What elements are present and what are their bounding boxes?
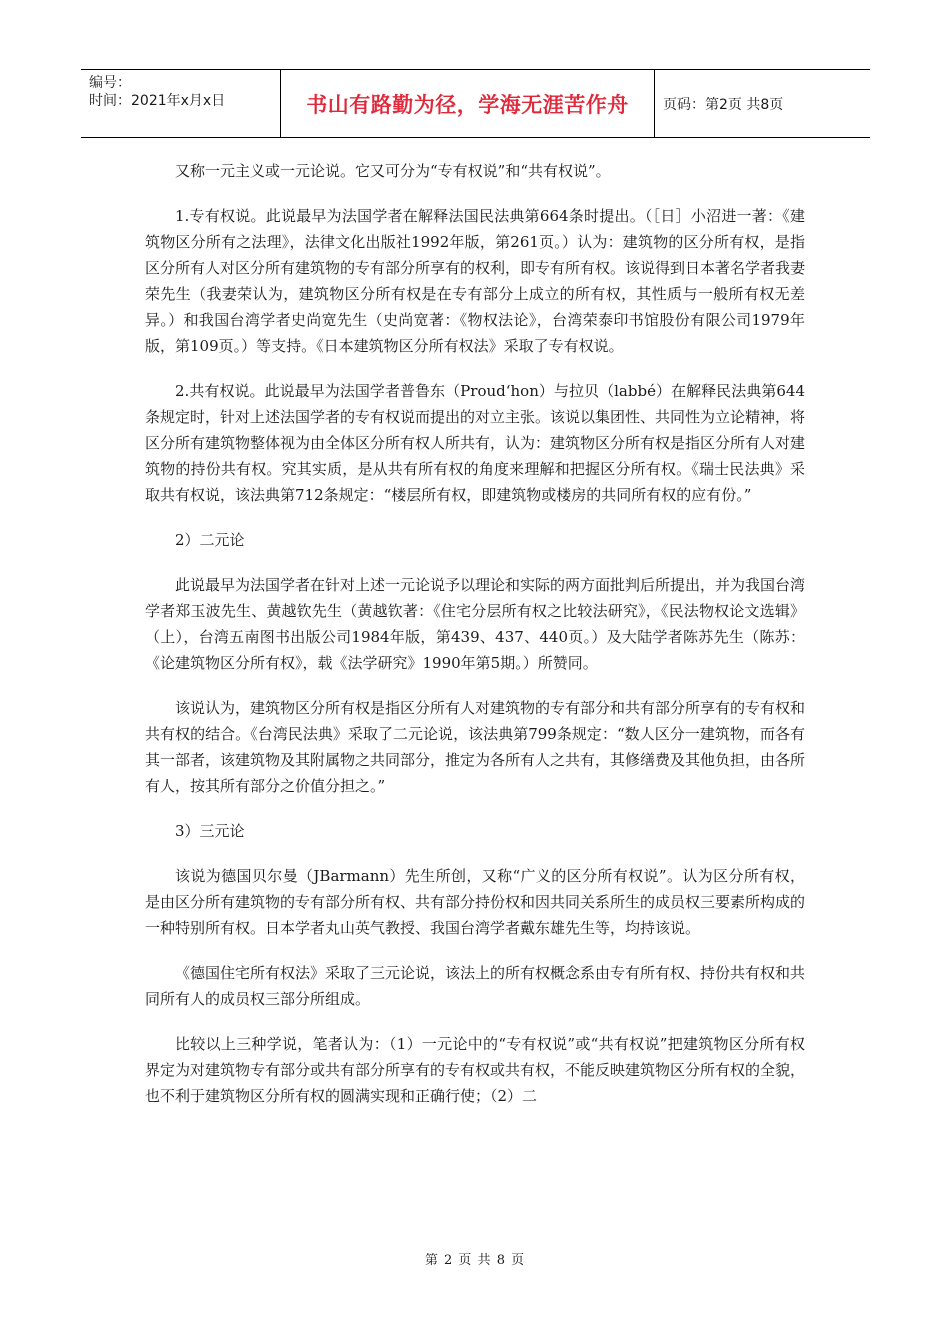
paragraph-dualism-definition: 该说认为，建筑物区分所有权是指区分所有人对建筑物的专有部分和共有部分所享有的专有权和共有权的结合。《台湾民法典》采取了二元论说，该法典第799条规定：“数人区分一建筑物，而各有其一部者，该建筑物及其附属物之共同部分，推定为各所有人之共有，其修缮费及其他负担，由各所有人，按其所有部分之价值分担之。” <box>145 699 806 795</box>
paragraph-comparison: 比较以上三种学说，笔者认为：（1）一元论中的“专有权说”或“共有权说”把建筑物区分所有权界定为对建筑物专有部分或共有部分所享有的专有权或共有权，不能反映建筑物区分所有权的全貌，也不利于建筑物区分所有权的圆满实现和正确行使；（2）二 <box>145 1035 806 1105</box>
document-number-label: 编号： <box>89 75 131 91</box>
document-header <box>81 69 870 138</box>
header-page-info: 页码：第2页 共8页 <box>663 96 784 113</box>
header-motto-cell <box>281 70 655 137</box>
section-heading-trialism: 3）三元论 <box>175 822 245 840</box>
paragraph-trialism-origin: 该说为德国贝尔曼（JBarmann）先生所创，又称“广义的区分所有权说”。认为区分所有权，是由区分所有建筑物的专有部分所有权、共有部分持份权和因共同关系所生的成员权三要素所构成的一种特别所有权。日本学者丸山英气教授、我国台湾学者戴东雄先生等，均持该说。 <box>145 867 806 937</box>
paragraph-intro: 又称一元主义或一元论说。它又可分为“专有权说”和“共有权说”。 <box>175 162 611 180</box>
header-meta-cell <box>81 70 281 137</box>
paragraph-exclusive-right: 1.专有权说。此说最早为法国学者在解释法国民法典第664条时提出。（［日］小沼进一著：《建筑物区分所有之法理》，法律文化出版社1992年版，第261页。）认为：建筑物的区分所有权，是指区分所有人对区分所有建筑物的专有部分所享有的权利，即专有所有权。该说得到日本著名学者我妻荣先生（我妻荣认为，建筑物区分所有权是在专有部分上成立的所有权，其性质与一般所有权无差异。）和我国台湾学者史尚宽先生（史尚宽著：《物权法论》，台湾荣泰印书馆股份有限公司1979年版，第109页。）等支持。《日本建筑物区分所有权法》采取了专有权说。 <box>145 207 806 355</box>
header-page-cell <box>655 70 870 137</box>
section-heading-dualism: 2）二元论 <box>175 531 245 549</box>
page-footer: 第 2 页 共 8 页 <box>424 1253 526 1268</box>
header-motto: 书山有路勤为径，学海无涯苦作舟 <box>306 92 629 117</box>
paragraph-german-law: 《德国住宅所有权法》采取了三元论说，该法上的所有权概念系由专有所有权、持份共有权和共同所有人的成员权三部分所组成。 <box>145 964 806 1008</box>
paragraph-dualism-origin: 此说最早为法国学者在针对上述一元论说予以理论和实际的两方面批判后所提出，并为我国台湾学者郑玉波先生、黄越钦先生（黄越钦著：《住宅分层所有权之比较法研究》，《民法物权论文选辑》（上），台湾五南图书出版公司1984年版，第439、437、440页。）及大陆学者陈苏先生（陈苏：《论建筑物区分所有权》，载《法学研究》1990年第5期。）所赞同。 <box>145 576 806 672</box>
paragraph-co-ownership: 2.共有权说。此说最早为法国学者普鲁东（Proud‘hon）与拉贝（labbé）在解释民法典第644条规定时，针对上述法国学者的专有权说而提出的对立主张。该说以集团性、共同性为立论精神，将区分所有建筑物整体视为由全体区分所有权人所共有，认为：建筑物区分所有权是指区分所有人对建筑物的持份共有权。究其实质，是从共有所有权的角度来理解和把握区分所有权。《瑞士民法典》采取共有权说，该法典第712条规定：“楼层所有权，即建筑物或楼房的共同所有权的应有份。” <box>145 382 806 504</box>
document-date: 时间：2021年x月x日 <box>89 93 226 109</box>
document-body <box>145 158 805 1128</box>
